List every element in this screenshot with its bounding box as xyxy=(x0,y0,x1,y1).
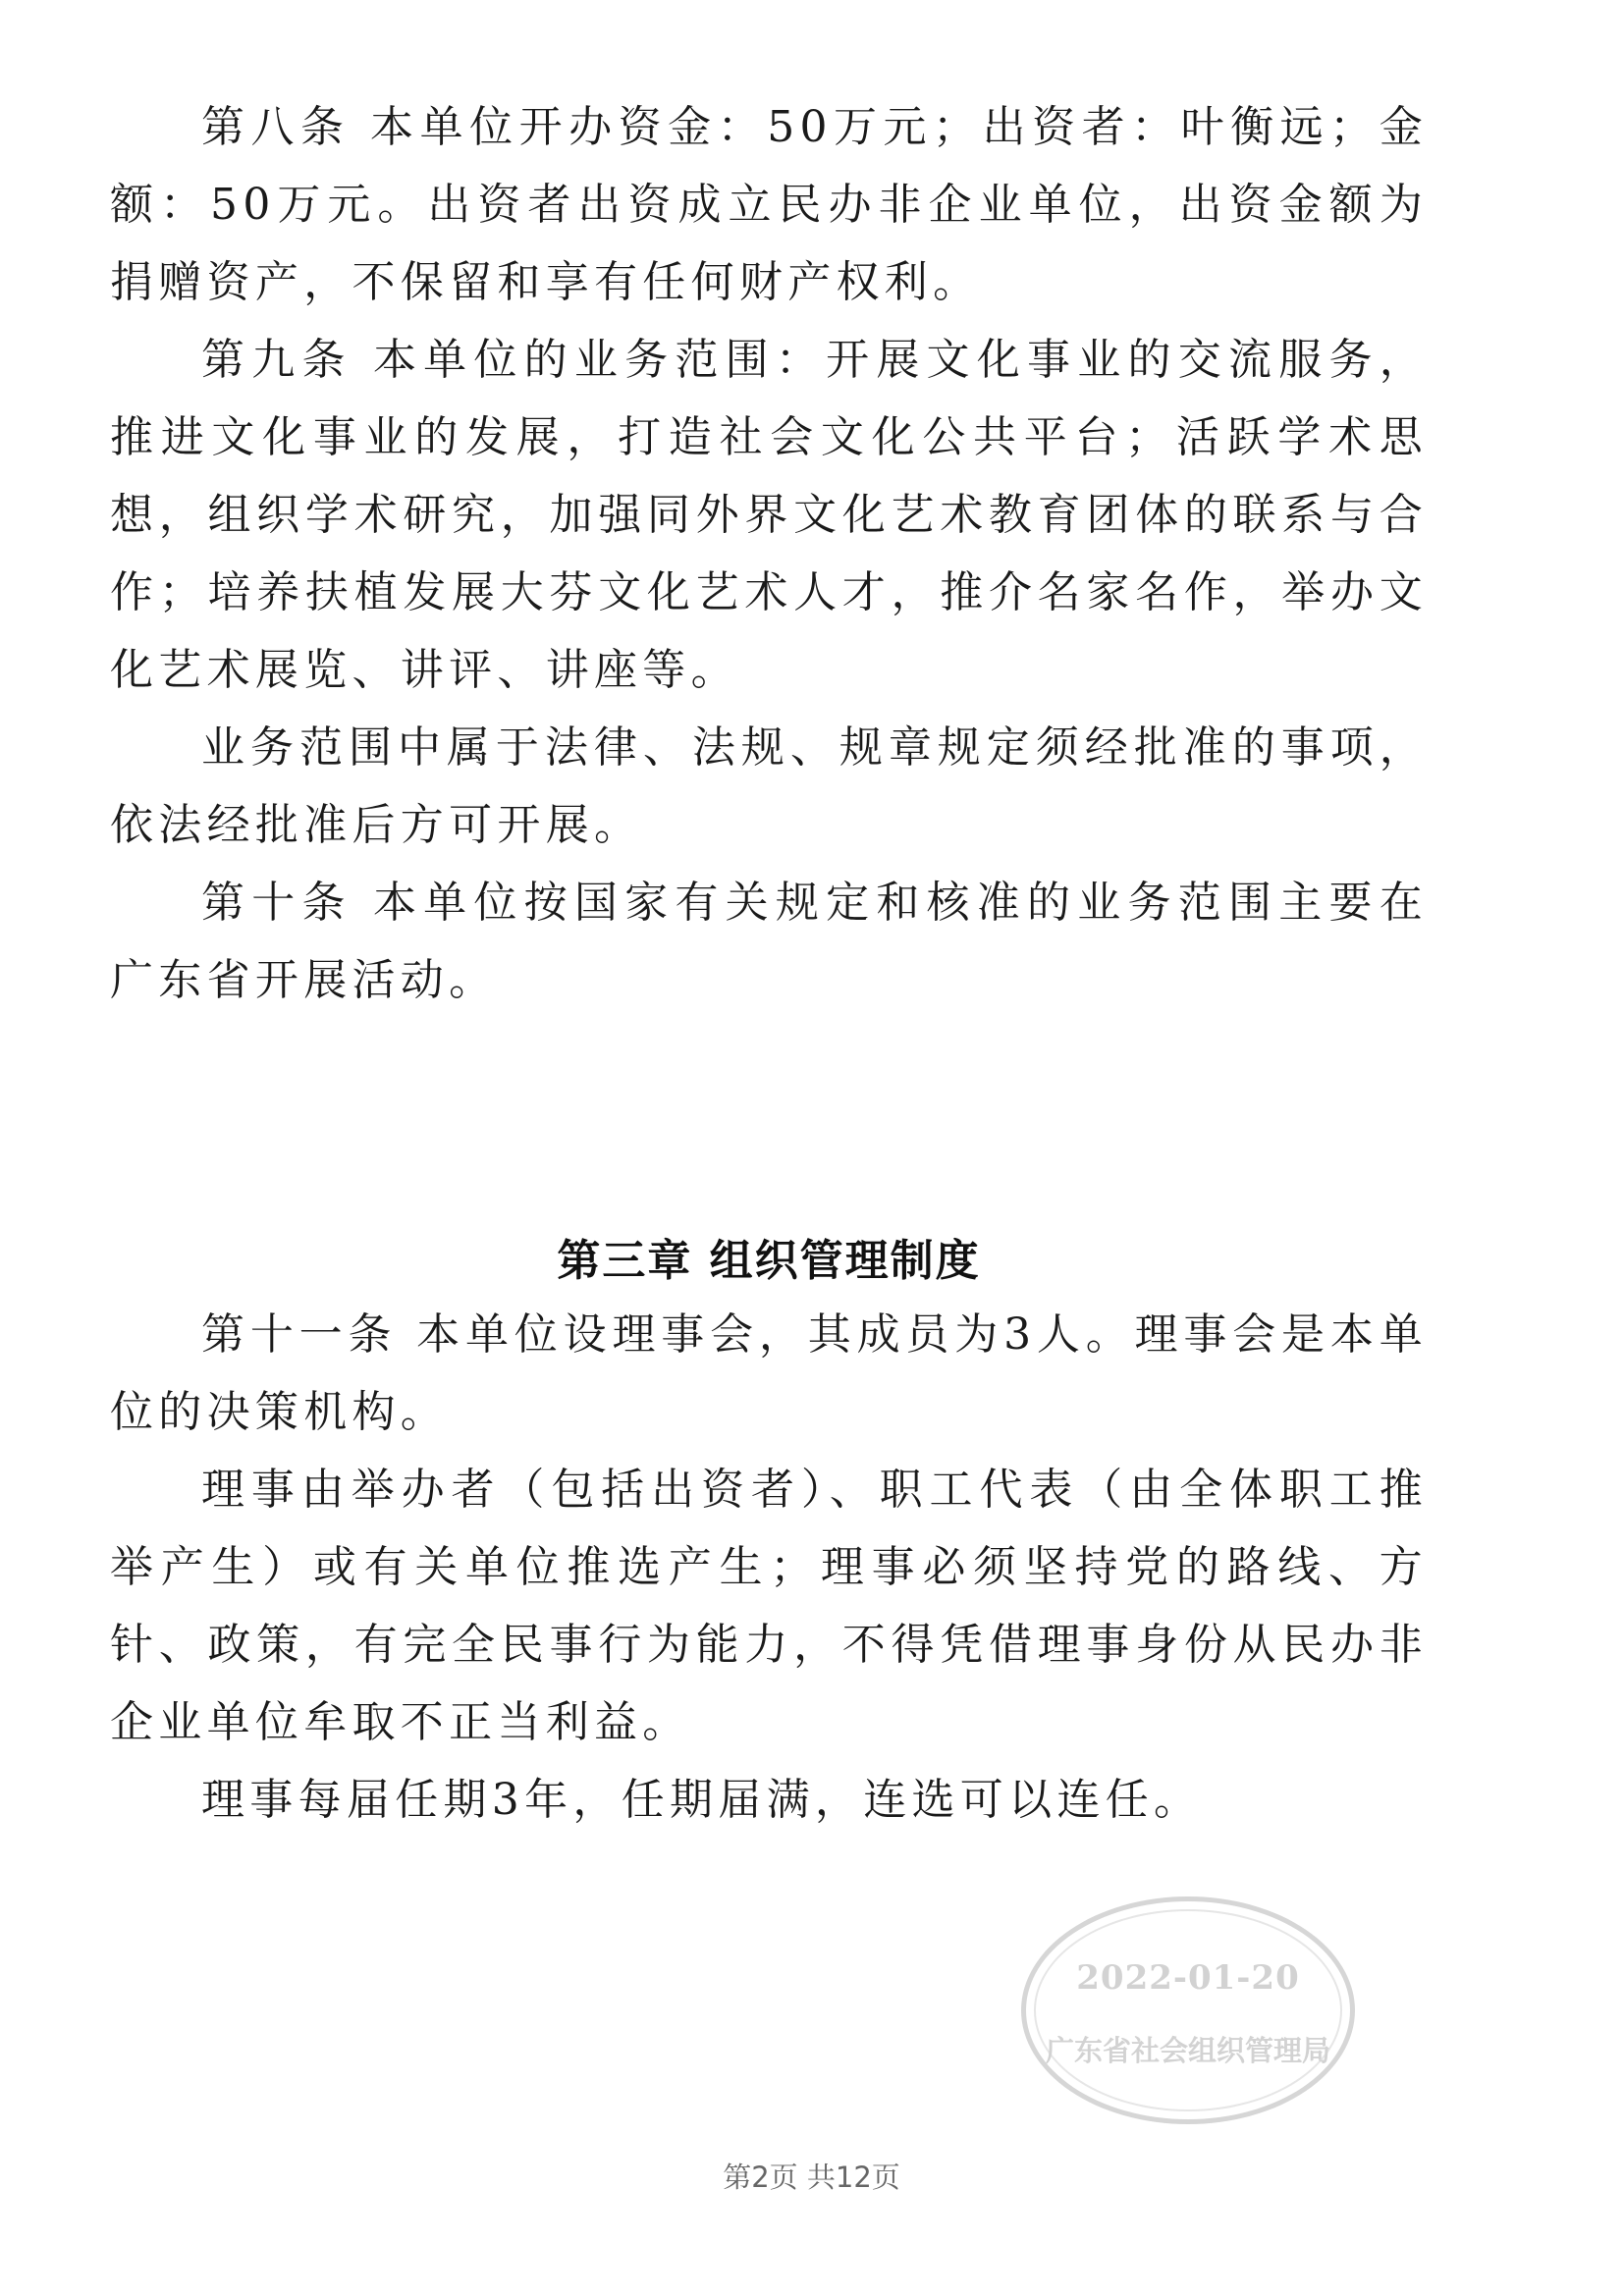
director-eligibility-paragraph: 理事由举办者（包括出资者）、职工代表（由全体职工推举产生）或有关单位推选产生；理事必须坚持党的路线、方针、政策，有完全民事行为能力，不得凭借理事身份从民办非企业单位牟取不正当利益。 xyxy=(110,1465,1428,1747)
article-8-paragraph: 第八条 本单位开办资金：50万元；出资者：叶衡远；金额：50万元。出资者出资成立民办非企业单位，出资金额为捐赠资产，不保留和享有任何财产权利。 xyxy=(110,102,1428,307)
article-9-paragraph: 第九条 本单位的业务范围：开展文化事业的交流服务，推进文化事业的发展，打造社会文化公共平台；活跃学术思想，组织学术研究，加强同外界文化艺术教育团体的联系与合作；培养扶植发展大芬文化艺术人才，推介名家名作，举办文化艺术展览、讲评、讲座等。 xyxy=(110,335,1428,695)
article-11-paragraph: 第十一条 本单位设理事会，其成员为3人。理事会是本单位的决策机构。 xyxy=(110,1309,1428,1437)
official-seal-stamp xyxy=(1021,1896,1355,2124)
business-scope-note-paragraph: 业务范围中属于法律、法规、规章规定须经批准的事项，依法经批准后方可开展。 xyxy=(110,722,1428,850)
seal-date: 2022-01-20 xyxy=(1076,1958,1300,1998)
director-term-paragraph: 理事每届任期3年，任期届满，连选可以连任。 xyxy=(201,1775,1203,1825)
document-body xyxy=(110,88,1428,1839)
section-spacer xyxy=(110,1019,1428,1227)
seal-organization: 广东省社会组织管理局 xyxy=(1045,2034,1330,2067)
chapter-title: 第三章 组织管理制度 xyxy=(557,1236,981,1286)
seal-inner-ring xyxy=(1034,1909,1342,2111)
page-number-footer: 第2页 共12页 xyxy=(723,2161,900,2194)
article-10-paragraph: 第十条 本单位按国家有关规定和核准的业务范围主要在广东省开展活动。 xyxy=(110,878,1428,1005)
